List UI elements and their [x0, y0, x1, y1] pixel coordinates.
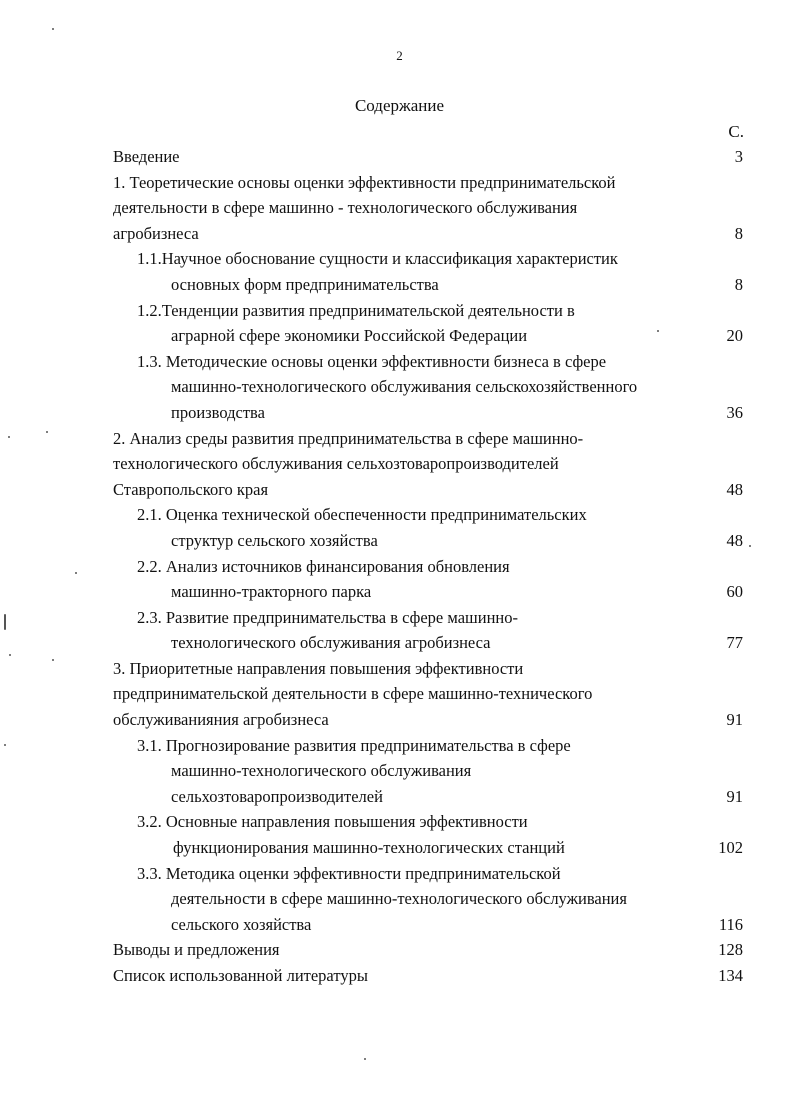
toc-page-number: 102 — [718, 838, 743, 858]
toc-line — [113, 477, 743, 503]
toc-line — [113, 656, 743, 682]
speck — [52, 28, 54, 30]
toc-entry — [113, 656, 743, 733]
toc-line — [113, 861, 743, 887]
toc-page-number: 116 — [718, 914, 743, 934]
toc-entry-text: 2. Анализ среды развития предпринимательства в сфере машинно- — [113, 428, 584, 448]
speck — [4, 744, 6, 746]
toc-entry-text: Выводы и предложения — [113, 940, 280, 960]
toc-page-number: 91 — [726, 710, 743, 730]
toc-line — [113, 170, 743, 196]
toc-line — [113, 605, 743, 631]
page-column-label: С. — [728, 122, 744, 141]
toc-entry-text: 3.2. Основные направления повышения эффективности — [137, 812, 528, 832]
toc-line — [113, 323, 743, 349]
speck — [52, 659, 54, 661]
toc-page-number: 134 — [718, 966, 743, 985]
toc-page-number: 48 — [726, 479, 743, 499]
toc-entry-text: 1.1.Научное обоснование сущности и классификация характеристик — [137, 249, 618, 269]
toc-entry-text: машинно-тракторного парка — [171, 582, 372, 602]
toc-page-number: 48 — [726, 530, 743, 550]
page-title: Содержание — [354, 96, 445, 115]
speck — [75, 572, 77, 574]
toc-line — [113, 554, 743, 580]
toc-entry-text: 1.2.Тенденции развития предпринимательской деятельности в — [137, 300, 575, 320]
speck — [364, 1058, 366, 1060]
toc-page-number: 20 — [726, 326, 743, 346]
toc-page-number: 60 — [726, 582, 743, 602]
toc-line — [113, 835, 743, 861]
toc-line — [113, 630, 743, 656]
toc-entry-text: Введение — [113, 147, 180, 166]
toc-entry-text: Ставропольского края — [113, 479, 269, 499]
toc-line — [113, 784, 743, 810]
toc-line — [113, 937, 743, 963]
toc-line — [113, 809, 743, 835]
toc-entry-text: структур сельского хозяйства — [171, 530, 378, 550]
toc-line — [113, 579, 743, 605]
toc-line — [113, 349, 743, 375]
toc-entry-text: 3.1. Прогнозирование развития предпринимательства в сфере — [137, 735, 571, 755]
toc-line — [113, 733, 743, 759]
toc-entry — [113, 426, 743, 503]
speck — [749, 545, 751, 547]
toc-entry-text: основных форм предпринимательства — [171, 274, 439, 294]
toc-entry-text: функционирования машинно-технологических станций — [173, 838, 565, 858]
toc-entry — [113, 809, 743, 860]
table-of-contents — [113, 144, 743, 989]
toc-line — [113, 272, 743, 298]
toc-line — [113, 502, 743, 528]
toc-entry — [113, 937, 743, 963]
toc-line — [113, 758, 743, 784]
toc-entry — [113, 246, 743, 297]
toc-entry — [113, 963, 743, 989]
toc-entry — [113, 861, 743, 938]
toc-line — [113, 195, 743, 221]
toc-line — [113, 681, 743, 707]
page-number: 2 — [396, 48, 403, 63]
speck — [8, 436, 10, 438]
toc-entry — [113, 733, 743, 810]
toc-page-number: 8 — [734, 274, 743, 294]
toc-line — [113, 528, 743, 554]
toc-entry-text: агробизнеса — [113, 223, 199, 243]
toc-line — [113, 221, 743, 247]
speck — [4, 614, 6, 630]
toc-entry-text: сельхозтоваропроизводителей — [171, 786, 383, 806]
toc-entry — [113, 502, 743, 553]
toc-entry-text: 3.3. Методика оценки эффективности предпринимательской — [137, 863, 561, 883]
toc-entry-text: деятельности в сфере машинно-технологического обслуживания — [171, 889, 627, 909]
toc-entry-text: 1. Теоретические основы оценки эффективности предпринимательской — [113, 172, 616, 192]
toc-page-number: 91 — [726, 786, 743, 806]
toc-line — [113, 451, 743, 477]
speck — [9, 654, 11, 656]
toc-line — [113, 374, 743, 400]
toc-line — [113, 298, 743, 324]
toc-entry-text: технологического обслуживания сельхозтоваропроизводителей — [113, 454, 559, 474]
toc-entry-text: технологического обслуживания агробизнеса — [171, 633, 491, 653]
toc-entry-text: машинно-технологического обслуживания сельскохозяйственного — [171, 377, 638, 397]
toc-entry-text: деятельности в сфере машинно - технологического обслуживания — [113, 198, 578, 218]
toc-page-number: 36 — [726, 402, 743, 422]
toc-page-number: 128 — [718, 940, 743, 960]
toc-entry-text: 2.1. Оценка технической обеспеченности предпринимательских — [137, 505, 587, 525]
toc-line — [113, 144, 743, 170]
toc-entry-text: предпринимательской деятельности в сфере машинно-технического — [113, 684, 593, 704]
toc-entry-text: 1.3. Методические основы оценки эффективности бизнеса в сфере — [137, 351, 607, 371]
toc-entry — [113, 605, 743, 656]
toc-line — [113, 246, 743, 272]
toc-entry-text: машинно-технологического обслуживания — [171, 761, 472, 781]
toc-entry — [113, 170, 743, 247]
speck — [46, 431, 48, 433]
toc-line — [113, 886, 743, 912]
toc-entry-text: производства — [171, 402, 265, 422]
toc-page-number: 8 — [734, 223, 743, 243]
speck — [657, 330, 659, 332]
toc-entry-text: сельского хозяйства — [171, 914, 312, 934]
toc-entry-text: 3. Приоритетные направления повышения эффективности — [113, 658, 524, 678]
toc-entry — [113, 298, 743, 349]
toc-entry — [113, 144, 743, 170]
toc-entry-text: обслуживанияния агробизнеса — [113, 710, 329, 730]
toc-line — [113, 912, 743, 938]
toc-entry-text: 2.3. Развитие предпринимательства в сфере машинно- — [137, 607, 518, 627]
toc-page-number: 3 — [734, 147, 743, 166]
toc-line — [113, 426, 743, 452]
toc-line — [113, 963, 743, 989]
toc-entry-text: Список использованной литературы — [113, 966, 368, 985]
toc-entry — [113, 349, 743, 426]
toc-entry — [113, 554, 743, 605]
toc-line — [113, 400, 743, 426]
toc-page-number: 77 — [726, 633, 743, 653]
toc-entry-text: аграрной сфере экономики Российской Федерации — [171, 326, 528, 346]
toc-entry-text: 2.2. Анализ источников финансирования обновления — [137, 556, 510, 576]
toc-line — [113, 707, 743, 733]
